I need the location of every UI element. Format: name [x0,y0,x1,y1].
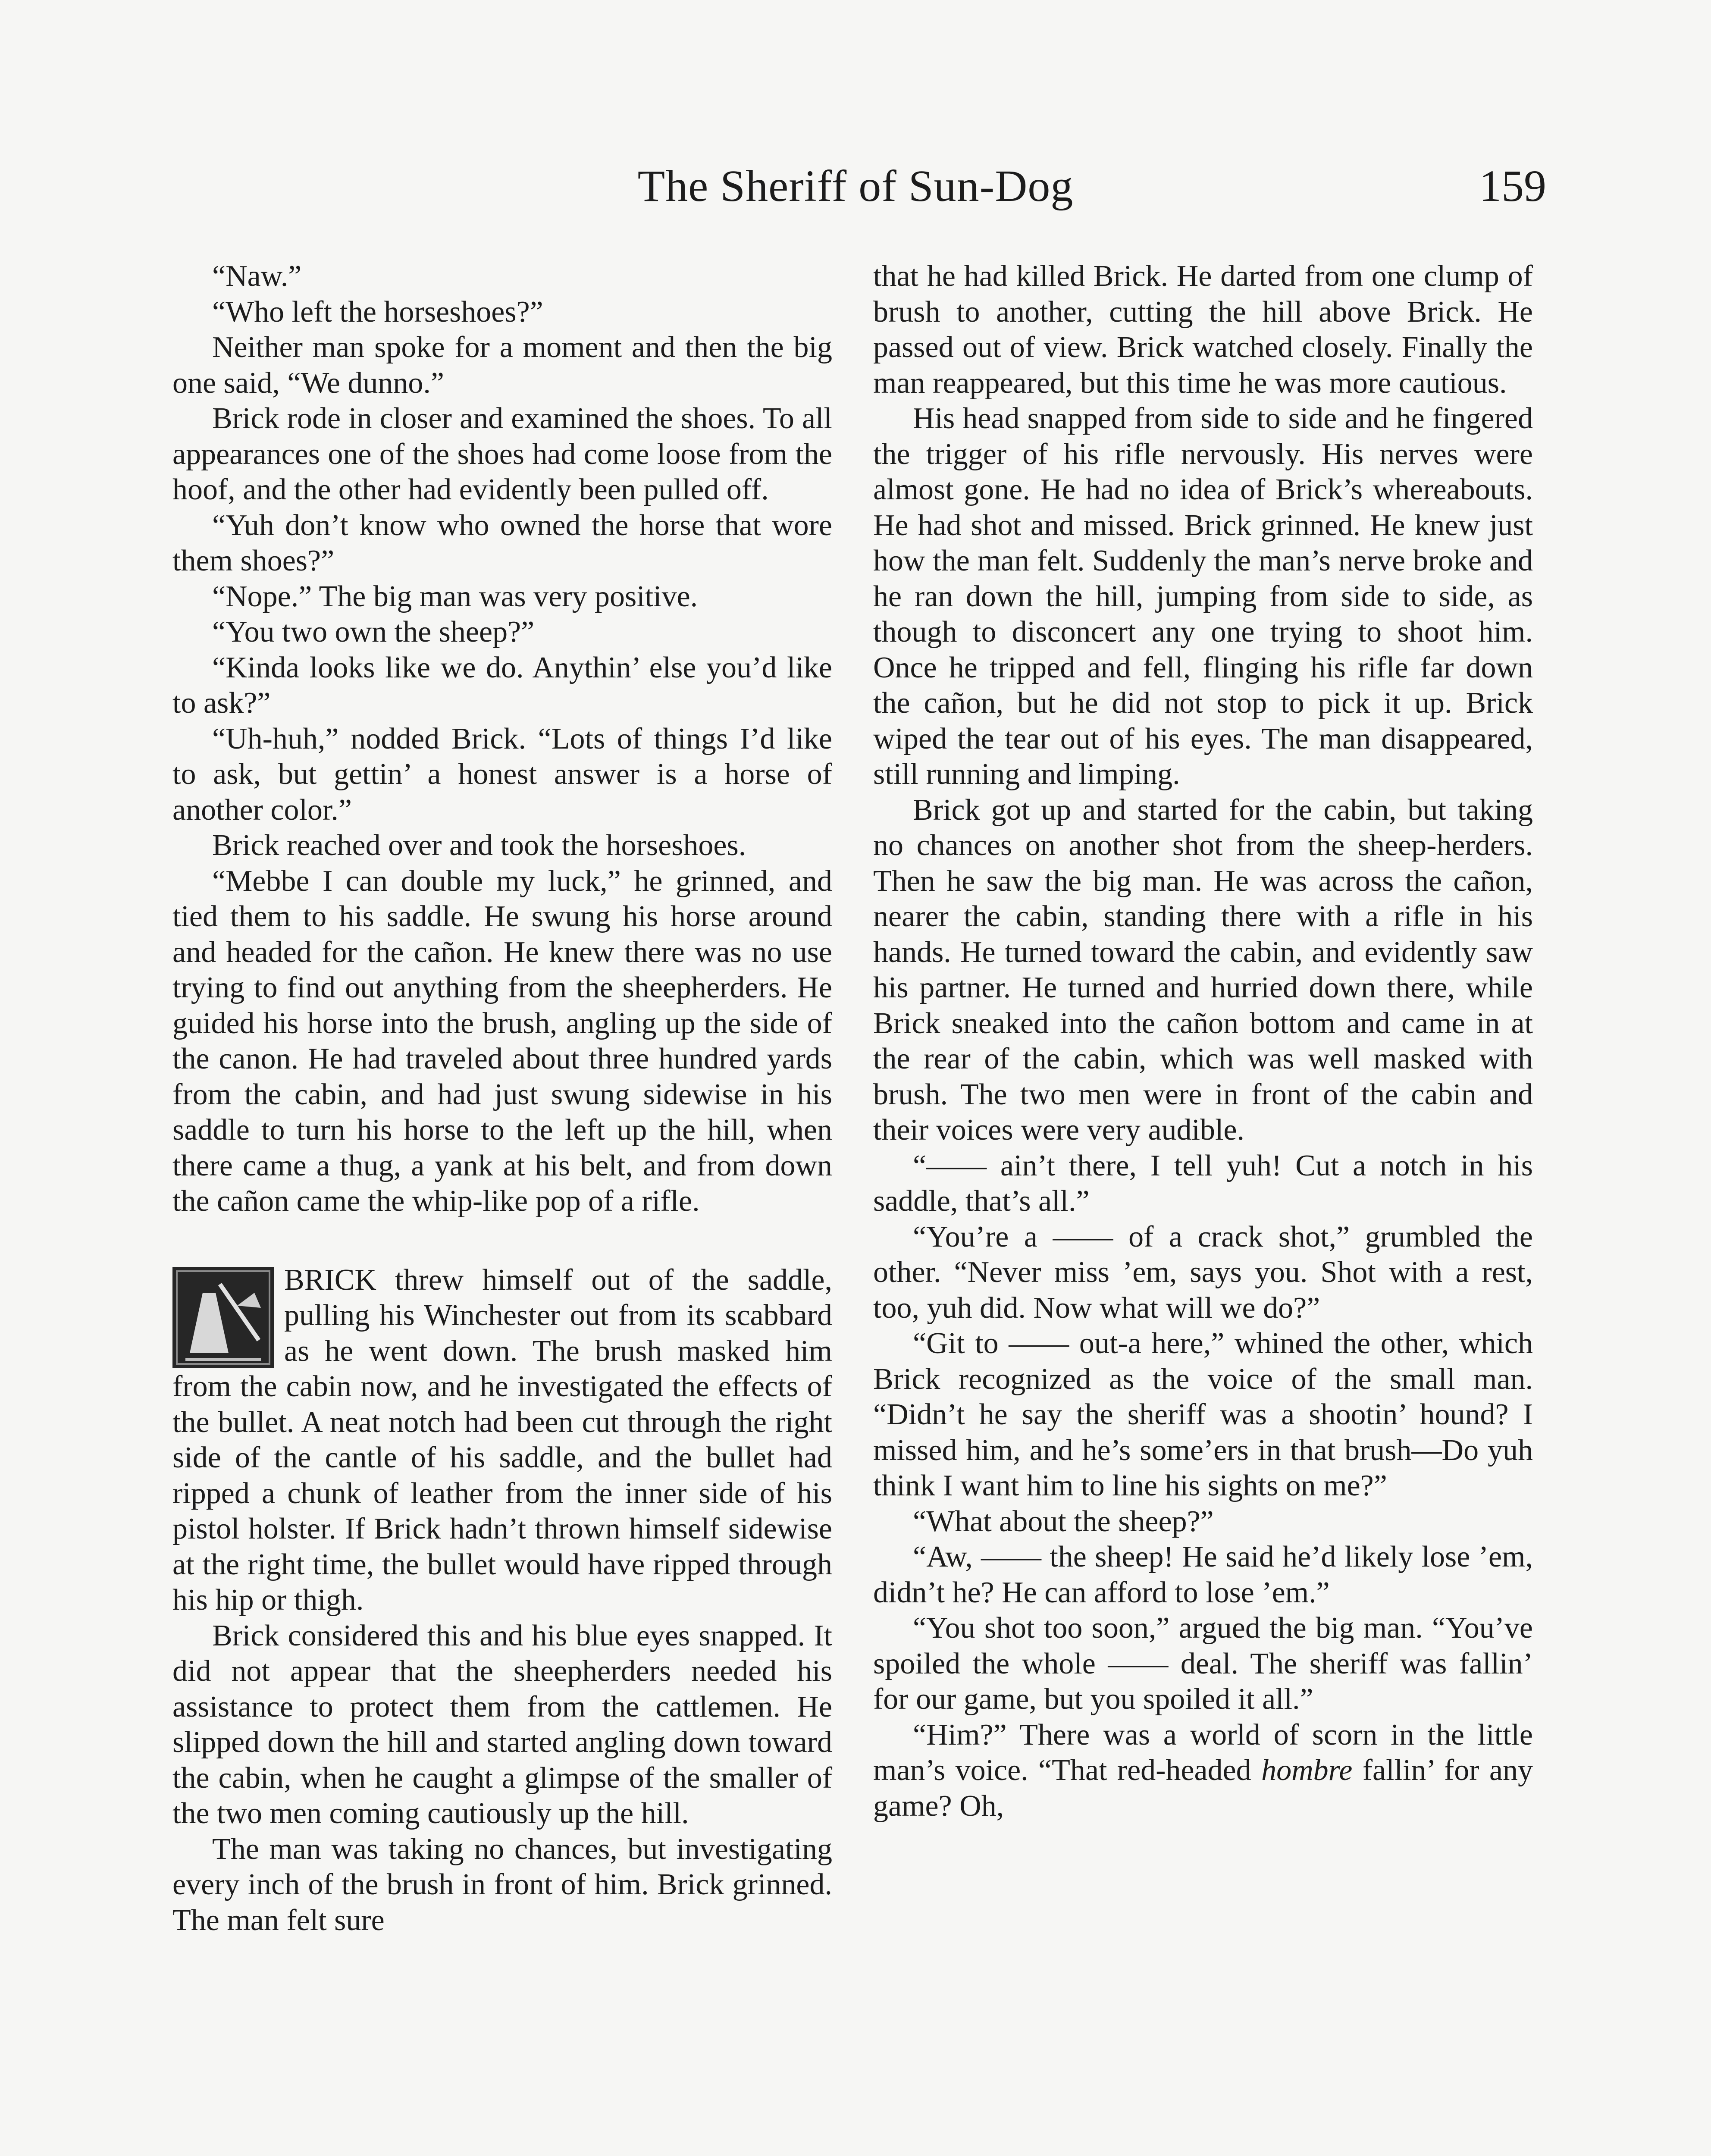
paragraph: “Git to —— out-a here,” whined the other, which Brick recognized as the voice of the small man. “Didn’t he say the sheriff was a shootin’ hound? I missed him, and he’s some’ers in that brush—Do yuh think I want him to line his sights on me?” [873,1327,1533,1502]
paragraph: Brick rode in closer and examined the shoes. To all appearances one of the shoes had come loose from the hoof, and the other had evidently been pulled off. [172,402,832,506]
paragraph-text: “Him?” There was a world of scorn in the little man’s voice. “That red-headed [873,1718,1533,1787]
drop-cap-illustration [172,1267,274,1368]
paragraph: “You two own the sheep?” [212,615,535,649]
section-break [172,1219,832,1263]
paragraph: His head snapped from side to side and he fingered the trigger of his rifle nervously. His nerves were almost gone. He had no idea of Brick’s whereabouts. He had shot and missed. Brick grinned. He knew just how the man felt. Suddenly the man’s nerve broke and he ran down the hill, jumping from side to side, as though to disconcert any one trying to shoot him. Once he tripped and fell, flinging his rifle far down the cañon, but he did not stop to pick it up. Brick wiped the tear out of his eyes. The man disappeared, still running and limping. [873,402,1533,791]
paragraph: Neither man spoke for a moment and then the big one said, “We dunno.” [172,331,832,400]
paragraph: “Naw.” [212,260,302,293]
paragraph: that he had killed Brick. He darted from one clump of brush to another, cutting the hill above Brick. He passed out of view. Brick watched closely. Finally the man reappeared, but this time he was more cautious. [873,260,1533,400]
paragraph: “—— ain’t there, I tell yuh! Cut a notch in his saddle, that’s all.” [873,1149,1533,1218]
paragraph: Brick reached over and took the horseshoes. [212,829,746,862]
drop-cap-paragraph-text: BRICK threw himself out of the saddle, pulling his Winchester out from its scabbard as he went down. The brush masked him from the cabin now, and he investigated the effects of the bullet. A neat notch had been cut through the right side of the cantle of his saddle, and the bullet had ripped a chunk of leather from the inner side of his pistol holster. If Brick hadn’t thrown himself sidewise at the right time, the bullet would have ripped through his hip or thigh. [172,1263,832,1617]
page-title: The Sheriff of Sun-Dog [637,161,1074,211]
drop-cap-paragraph [172,1263,832,1618]
left-column [172,259,832,1938]
paragraph: “You shot too soon,” argued the big man. “You’ve spoiled the whole —— deal. The sheriff was fallin’ for our game, but you spoiled it all.” [873,1611,1533,1716]
paragraph: “Nope.” The big man was very positive. [212,580,698,613]
paragraph-text-end: fallin’ for any game? Oh, [873,1754,1533,1823]
paragraph: “You’re a —— of a crack shot,” grumbled the other. “Never miss ’em, says you. Shot with a rest, too, yuh did. Now what will we do?” [873,1220,1533,1325]
paragraph: “Kinda looks like we do. Anythin’ else you’d like to ask?” [172,651,832,720]
paragraph: “What about the sheep?” [913,1504,1214,1538]
paragraph: “Who left the horseshoes?” [212,295,543,329]
paragraph: Brick considered this and his blue eyes snapped. It did not appear that the sheepherders needed his assistance to protect them from the cattlemen. He slipped down the hill and started angling down toward the cabin, when he caught a glimpse of the smaller of the two men coming cautiously up the hill. [172,1619,832,1830]
italic-word: hombre [1261,1754,1353,1787]
page-number: 159 [1479,161,1546,211]
paragraph: The man was taking no chances, but investigating every inch of the brush in front of him. Brick grinned. The man felt sure [172,1832,832,1937]
paragraph [873,1717,1533,1824]
paragraph: “Uh-huh,” nodded Brick. “Lots of things I’d like to ask, but gettin’ a honest answer is a horse of another color.” [172,722,832,827]
paragraph: “Yuh don’t know who owned the horse that wore them shoes?” [172,508,832,577]
paragraph: Brick got up and started for the cabin, but taking no chances on another shot from the sheep-herders. Then he saw the big man. He was across the cañon, nearer the cabin, standing there with a rifle in his hands. He turned toward the cabin, and evidently saw his partner. He turned and hurried down there, while Brick sneaked into the cañon bottom and came in at the rear of the cabin, which was well masked with brush. The two men were in front of the cabin and their voices were very audible. [873,793,1533,1147]
paragraph: “Mebbe I can double my luck,” he grinned, and tied them to his saddle. He swung his horse around and headed for the cañon. He knew there was no use trying to find out anything from the sheepherders. He guided his horse into the brush, angling up the side of the canon. He had traveled about three hundred yards from the cabin, and had just swung sidewise in his saddle to turn his horse to the left up the hill, when there came a thug, a yank at his belt, and from down the cañon came the whip-like pop of a rifle. [172,864,832,1218]
paragraph: “Aw, —— the sheep! He said he’d likely lose ’em, didn’t he? He can afford to lose ’em.” [873,1540,1533,1609]
right-column [873,259,1533,1824]
